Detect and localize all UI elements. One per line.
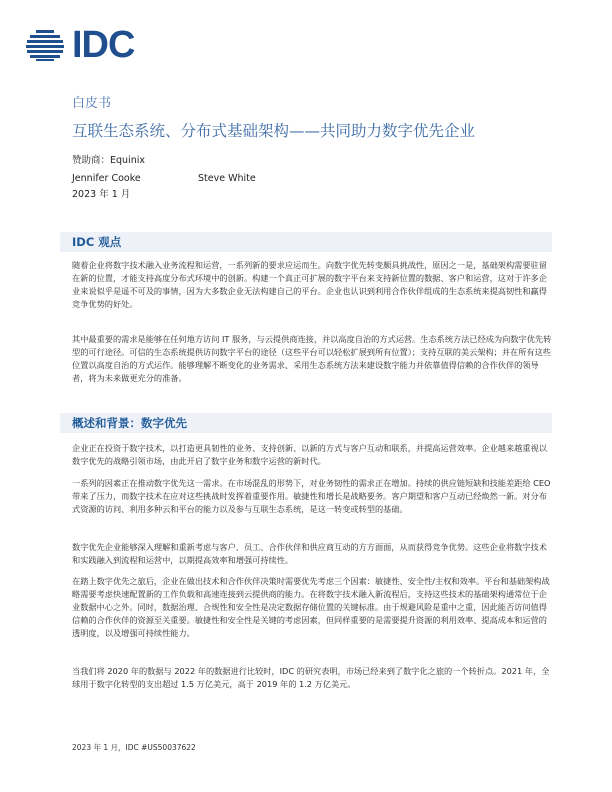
document-type: 白皮书: [72, 96, 112, 111]
author-name: Jennifer Cooke: [72, 173, 141, 184]
globe-icon: [22, 28, 68, 62]
paragraph: 随着企业将数字技术融入业务流程和运营，一系列新的要求应运而生。向数字优先转变颇具挑战性，原因之一是，基础架构需要驻留在新的位置，才能支持高度分布式环境中的创新。构建一个真正可扩展的数字平台来支持新位置的数据、客户和运营，这对于许多企业来说似乎是遥不可及的事情，因为大多数企业无法构建自己的平台。企业也认识到利用合作伙伴组成的生态系统来提高韧性和赢得竞争优势的好处。: [72, 260, 547, 309]
section-heading-overview: 概述和背景：数字优先: [60, 413, 552, 433]
paragraph: 一系列的因素正在推动数字优先这一需求。在市场混乱的形势下，对业务韧性的需求正在增加。持续的供应链短缺和技能差距给 CEO 带来了压力，而数字技术在应对这些挑战时发挥着重要作用。敏捷性和增长是战略要务。客户期望和客户互动已经焕然一新。对分布式资源的访问、利用多种云和平台的能力以及参与互联生态系统，是这一转变或转型的基础。: [72, 478, 551, 514]
page-footer: 2023 年 1 月，IDC #US50037622: [72, 743, 196, 752]
logo-wordmark: IDC: [72, 24, 135, 66]
page-title: 互联生态系统、分布式基础架构——共同助力数字优先企业: [72, 122, 476, 140]
authors-line: [72, 173, 256, 184]
idc-logo: [22, 26, 134, 64]
paragraph: 其中最重要的需求是能够在任何地方访问 IT 服务，与云提供商连接，并以高度自治的方式运营。生态系统方法已经成为向数字优先转型的可行途径。可信的生态系统提供访问数字平台的途径（这些平台可以轻松扩展到所有位置）；支持互联的美云架构；并在所有这些位置以高度自治的方式运作。能够理解不断变化的业务需求、采用生态系统方法来建设数字能力并依靠值得信赖的合作伙伴的领导者，将为未来做更充分的准备。: [72, 334, 552, 383]
paragraph: 企业正在投资于数字技术，以打造更具韧性的业务、支持创新、以新的方式与客户互动和联系，并提高运营效率。企业越来越重视以数字优先的战略引领市场，由此开启了数字业务和数字运营的新时代。: [72, 443, 547, 466]
paragraph: 数字优先企业能够深入理解和重新考虑与客户、员工、合作伙伴和供应商互动的方方面面，从而获得竞争优势。这些企业将数字技术和实践融入到流程和运营中，以期提高效率和增强可持续性。: [72, 542, 547, 565]
sponsor-line: 赞助商：Equinix: [72, 155, 145, 166]
paragraph: 在踏上数字优先之旅后，企业在做出技术和合作伙伴决策时需要优先考虑三个因素：敏捷性、安全性/主权和效率。平台和基础架构战略需要考虑快速配置新的工作负载和高速连接到云提供商的能力。在将数字技术融入新流程后，支持这些技术的基础架构通常位于企业数据中心之外。同时，数据治理、合规性和安全性是决定数据存储位置的关键标准。由于规避风险是重中之重，因此能否访问值得信赖的合作伙伴的资源至关重要。敏捷性和安全性是关键的考虑因素，但同样重要的是需要提升资源的利用效率、提高成本和运营的透明度，以及增强可持续性能力。: [72, 576, 550, 638]
author-name: Steve White: [198, 173, 256, 184]
publish-date: 2023 年 1 月: [72, 189, 131, 200]
paragraph: 当我们将 2020 年的数据与 2022 年的数据进行比较时，IDC 的研究表明，市场已经来到了数字化之旅的一个转折点。2021 年，全球用于数字化转型的支出超过 1.5 万亿美元，高于 2019 年的 1.2 万亿美元。: [72, 666, 550, 689]
section-heading-idc-opinion: IDC 观点: [60, 232, 552, 252]
